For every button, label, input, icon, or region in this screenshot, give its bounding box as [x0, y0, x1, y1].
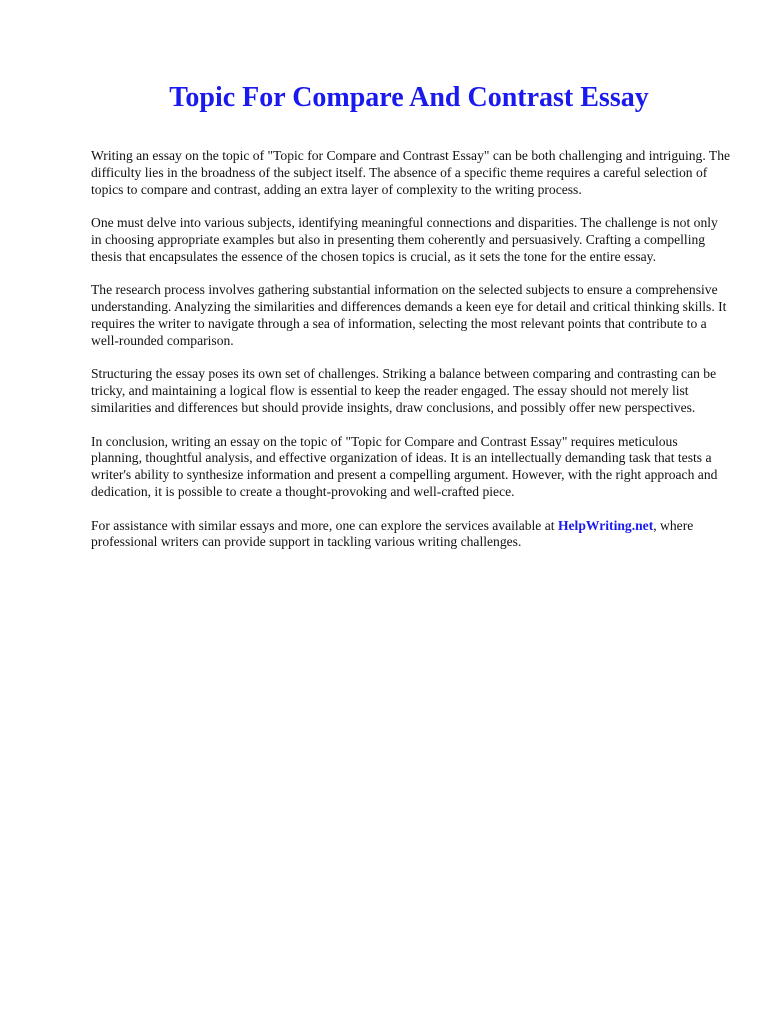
page-title: Topic For Compare And Contrast Essay [169, 82, 649, 113]
paragraph-6-before-link: For assistance with similar essays and more, one can explore the services available at [91, 517, 558, 533]
paragraph-3: The research process involves gathering substantial information on the selected subjects to ensure a comprehensive understanding. Analyzing the similarities and differences demands a keen eye for detail and critical thinking skills. It requires the writer to navigate through a sea of information, selecting the most relevant points that contribute to a well-rounded comparison. [91, 282, 727, 348]
document-body [91, 148, 731, 568]
paragraph-1: Writing an essay on the topic of "Topic for Compare and Contrast Essay" can be both challenging and intriguing. The difficulty lies in the broadness of the subject itself. The absence of a specific theme requires a careful selection of topics to compare and contrast, adding an extra layer of complexity to the writing process. [91, 148, 731, 197]
paragraph-5: In conclusion, writing an essay on the topic of "Topic for Compare and Contrast Essay" requires meticulous planning, thoughtful analysis, and effective organization of ideas. It is an intellectually demanding task that tests a writer's ability to synthesize information and present a compelling argument. However, with the right approach and dedication, it is possible to create a thought-provoking and well-crafted piece. [91, 433, 718, 499]
paragraph-6 [91, 518, 731, 552]
paragraph-4: Structuring the essay poses its own set of challenges. Striking a balance between comparing and contrasting can be tricky, and maintaining a logical flow is essential to keep the reader engaged. The essay should not merely list similarities and differences but should provide insights, draw conclusions, and possibly offer new perspectives. [91, 366, 717, 415]
paragraph-6-after-link: , where professional writers can provide support in tackling various writing challenges. [91, 517, 694, 550]
paragraph-2: One must delve into various subjects, identifying meaningful connections and disparities. The challenge is not only in choosing appropriate examples but also in presenting them coherently and persuasively. Crafting a compelling thesis that encapsulates the essence of the chosen topics is crucial, as it sets the tone for the entire essay. [91, 215, 718, 264]
helpwriting-link[interactable]: HelpWriting.net [557, 517, 654, 533]
